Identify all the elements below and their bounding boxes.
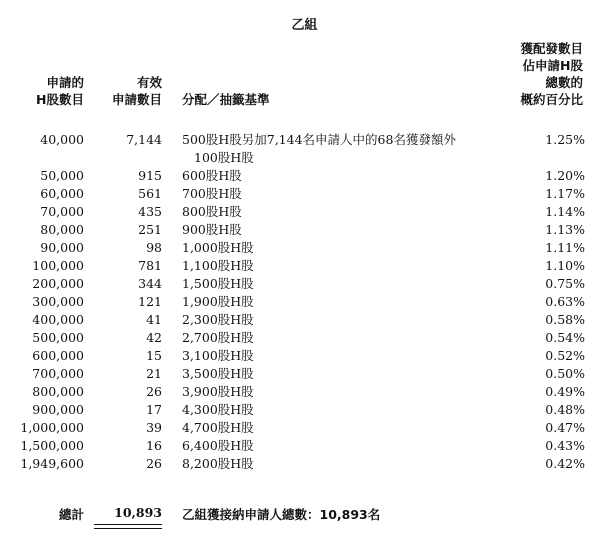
table-row [0,203,585,221]
spacer-cell [162,203,182,221]
percentage-cell-text: 0.47% [545,420,585,435]
table-row [0,365,585,383]
allocation-cell-text: 900股H股 [182,222,242,237]
shares-cell [0,221,84,239]
header-line: 獲配發數目 [520,41,583,56]
table-row [0,185,585,203]
group-title: 乙組 [291,18,318,33]
shares-cell-text: 80,000 [40,222,84,237]
header-percentage [480,40,583,108]
percentage-cell [502,419,585,437]
applications-cell-text: 42 [146,330,162,345]
shares-cell [0,293,84,311]
table-row [0,167,585,185]
applications-cell-text: 39 [146,420,162,435]
allocation-cell [182,131,502,167]
applications-cell [84,185,162,203]
allocation-cell [182,293,502,311]
total-value: 10,893 [114,505,162,520]
allocation-table-body [0,131,585,473]
allocation-cell-text: 3,900股H股 [182,384,254,399]
allocation-cell-text: 1,100股H股 [182,258,254,273]
table-row [0,221,585,239]
allocation-cell [182,167,502,185]
percentage-cell [502,203,585,221]
total-label: 總計 [58,507,84,522]
header-allocation-basis: 分配／抽籤基準 [182,92,270,107]
allocation-cell [182,401,502,419]
percentage-cell-text: 0.48% [545,402,585,417]
allocation-cell-text: 3,500股H股 [182,366,254,381]
shares-cell [0,131,84,167]
applications-cell [84,383,162,401]
shares-cell-text: 1,949,600 [20,456,84,471]
shares-cell-text: 900,000 [32,402,84,417]
spacer-cell [162,329,182,347]
header-line: 申請數目 [111,92,162,107]
percentage-cell [502,383,585,401]
applications-cell-text: 915 [138,168,162,183]
shares-cell-text: 60,000 [40,186,84,201]
spacer-cell [162,455,182,473]
applications-cell [84,311,162,329]
percentage-cell [502,185,585,203]
applications-cell [84,131,162,167]
percentage-cell-text: 0.54% [545,330,585,345]
spacer-cell [162,437,182,455]
shares-cell [0,419,84,437]
percentage-cell [502,239,585,257]
shares-cell-text: 300,000 [32,294,84,309]
percentage-cell [502,311,585,329]
applications-cell-text: 7,144 [126,132,162,147]
applications-cell [84,347,162,365]
applications-cell [84,239,162,257]
shares-cell [0,437,84,455]
applications-cell-text: 98 [146,240,162,255]
header-line: 概約百分比 [520,92,583,107]
header-line: H股數目 [36,92,84,107]
applications-cell-text: 26 [146,456,162,471]
shares-cell [0,365,84,383]
shares-cell-text: 500,000 [32,330,84,345]
table-row [0,239,585,257]
allocation-cell [182,257,502,275]
spacer-cell [162,401,182,419]
percentage-cell [502,365,585,383]
applications-cell-text: 17 [146,402,162,417]
applications-cell [84,437,162,455]
shares-cell-text: 800,000 [32,384,84,399]
allocation-cell-text: 700股H股 [182,186,242,201]
applications-cell [84,275,162,293]
applications-cell [84,293,162,311]
spacer-cell [162,365,182,383]
allocation-cell [182,275,502,293]
applications-cell [84,329,162,347]
allocation-cell-text: 8,200股H股 [182,456,254,471]
allocation-cell-text: 1,000股H股 [182,240,254,255]
applications-cell [84,257,162,275]
allocation-cell [182,419,502,437]
total-note: 乙組獲接納申請人總數：10,893名 [182,507,381,522]
percentage-cell-text: 1.14% [545,204,585,219]
header-line: 有效 [136,75,162,90]
spacer-cell [162,275,182,293]
allocation-cell [182,311,502,329]
allocation-cell [182,347,502,365]
percentage-cell-text: 1.13% [545,222,585,237]
shares-cell-text: 90,000 [40,240,84,255]
percentage-cell [502,275,585,293]
spacer-cell [162,419,182,437]
shares-cell [0,455,84,473]
shares-cell [0,167,84,185]
allocation-cell-text: 600股H股 [182,168,242,183]
percentage-cell-text: 1.20% [545,168,585,183]
applications-cell-text: 26 [146,384,162,399]
allocation-continuation: 100股H股 [194,150,254,165]
header-valid-applications [100,74,162,108]
applications-cell-text: 121 [138,294,162,309]
percentage-cell-text: 1.11% [545,240,585,255]
applications-cell [84,221,162,239]
shares-cell [0,185,84,203]
percentage-cell-text: 0.52% [545,348,585,363]
shares-cell [0,239,84,257]
table-row [0,275,585,293]
applications-cell-text: 15 [146,348,162,363]
shares-cell [0,203,84,221]
applications-cell [84,401,162,419]
header-line: 佔申請H股 [522,58,583,73]
spacer-cell [162,383,182,401]
allocation-cell [182,239,502,257]
shares-cell-text: 700,000 [32,366,84,381]
percentage-cell [502,293,585,311]
percentage-cell-text: 1.25% [545,132,585,147]
percentage-cell-text: 1.10% [545,258,585,273]
table-row [0,455,585,473]
table-row [0,293,585,311]
spacer-cell [162,257,182,275]
percentage-cell-text: 1.17% [545,186,585,201]
percentage-cell [502,437,585,455]
allocation-cell-text: 6,400股H股 [182,438,254,453]
table-row [0,329,585,347]
spacer-cell [162,239,182,257]
applications-cell-text: 41 [146,312,162,327]
allocation-cell-text: 4,300股H股 [182,402,254,417]
allocation-cell [182,383,502,401]
shares-cell-text: 50,000 [40,168,84,183]
shares-cell [0,347,84,365]
header-line: 申請的 [46,75,84,90]
shares-cell-text: 1,000,000 [20,420,84,435]
percentage-cell-text: 0.43% [545,438,585,453]
allocation-cell-text: 4,700股H股 [182,420,254,435]
percentage-cell-text: 0.42% [545,456,585,471]
spacer-cell [162,293,182,311]
allocation-cell [182,365,502,383]
allocation-cell-text: 800股H股 [182,204,242,219]
spacer-cell [162,221,182,239]
shares-cell [0,257,84,275]
percentage-cell-text: 0.63% [545,294,585,309]
allocation-cell-text: 1,900股H股 [182,294,254,309]
shares-cell-text: 70,000 [40,204,84,219]
table-row [0,347,585,365]
allocation-cell [182,221,502,239]
shares-cell [0,311,84,329]
percentage-cell-text: 0.50% [545,366,585,381]
percentage-cell [502,167,585,185]
table-row [0,257,585,275]
percentage-cell [502,221,585,239]
double-underline [94,524,162,529]
header-line: 總數的 [545,75,583,90]
shares-cell [0,329,84,347]
table-row [0,131,585,167]
allocation-cell-text: 3,100股H股 [182,348,254,363]
applications-cell-text: 344 [138,276,162,291]
percentage-cell-text: 0.49% [545,384,585,399]
shares-cell [0,401,84,419]
allocation-cell-text: 500股H股另加7,144名申請人中的68名獲發額外 [182,132,456,147]
allocation-cell-text: 2,700股H股 [182,330,254,345]
allocation-cell [182,203,502,221]
applications-cell [84,203,162,221]
percentage-cell [502,347,585,365]
allocation-table [0,131,585,473]
percentage-cell [502,455,585,473]
applications-cell [84,167,162,185]
table-row [0,419,585,437]
allocation-cell-text: 2,300股H股 [182,312,254,327]
percentage-cell-text: 0.58% [545,312,585,327]
shares-cell [0,275,84,293]
spacer-cell [162,311,182,329]
table-row [0,383,585,401]
allocation-cell [182,185,502,203]
percentage-cell-text: 0.75% [545,276,585,291]
table-row [0,311,585,329]
shares-cell [0,383,84,401]
spacer-cell [162,347,182,365]
applications-cell-text: 251 [138,222,162,237]
percentage-cell [502,257,585,275]
shares-cell-text: 100,000 [32,258,84,273]
applications-cell-text: 435 [138,204,162,219]
allocation-cell [182,329,502,347]
shares-cell-text: 1,500,000 [20,438,84,453]
applications-cell [84,365,162,383]
allocation-cell [182,437,502,455]
spacer-cell [162,131,182,167]
header-shares-applied [22,74,84,108]
percentage-cell [502,401,585,419]
shares-cell-text: 40,000 [40,132,84,147]
applications-cell-text: 561 [138,186,162,201]
applications-cell-text: 21 [146,366,162,381]
applications-cell [84,455,162,473]
table-row [0,401,585,419]
applications-cell-text: 16 [146,438,162,453]
applications-cell-text: 781 [138,258,162,273]
table-row [0,437,585,455]
spacer-cell [162,185,182,203]
percentage-cell [502,329,585,347]
percentage-cell [502,131,585,167]
allocation-cell [182,455,502,473]
shares-cell-text: 600,000 [32,348,84,363]
shares-cell-text: 200,000 [32,276,84,291]
shares-cell-text: 400,000 [32,312,84,327]
applications-cell [84,419,162,437]
spacer-cell [162,167,182,185]
allocation-cell-text: 1,500股H股 [182,276,254,291]
